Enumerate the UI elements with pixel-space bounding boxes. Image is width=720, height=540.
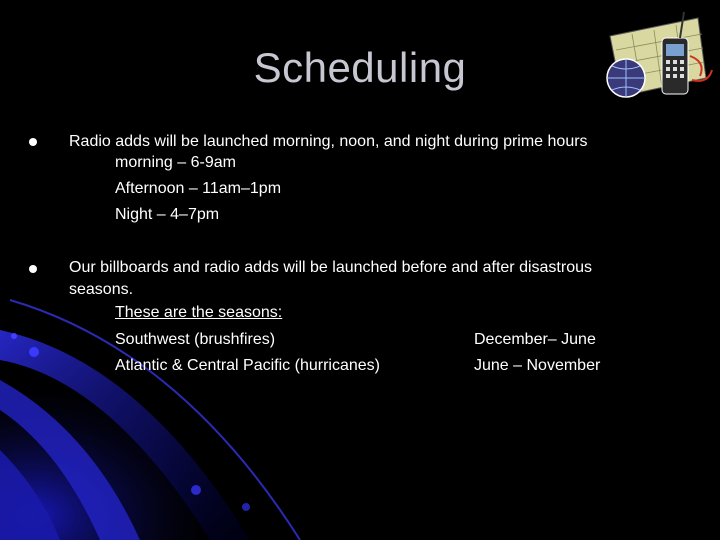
season-region: Atlantic & Central Pacific (hurricanes) [115, 357, 380, 374]
bullet-dot-icon [29, 138, 37, 146]
bullet-2-text-line2: seasons. [69, 281, 134, 298]
bullet-1-text: Radio adds will be launched morning, noon, and night during prime hours [69, 133, 588, 150]
bullet-1-sub-morning: morning – 6-9am [115, 154, 236, 171]
bullet-1-sub-night: Night – 4–7pm [115, 206, 220, 223]
season-period: June – November [474, 357, 601, 374]
bullet-1-sub-afternoon: Afternoon – 11am–1pm [115, 180, 282, 197]
season-period: December– June [474, 331, 596, 348]
bullet-dot-icon [29, 265, 37, 273]
season-region: Southwest (brushfires) [115, 331, 276, 348]
slide-title: Scheduling [253, 44, 467, 91]
bullet-2-text-line1: Our billboards and radio adds will be launched before and after disastrous [69, 259, 592, 276]
seasons-heading: These are the seasons: [115, 304, 283, 321]
